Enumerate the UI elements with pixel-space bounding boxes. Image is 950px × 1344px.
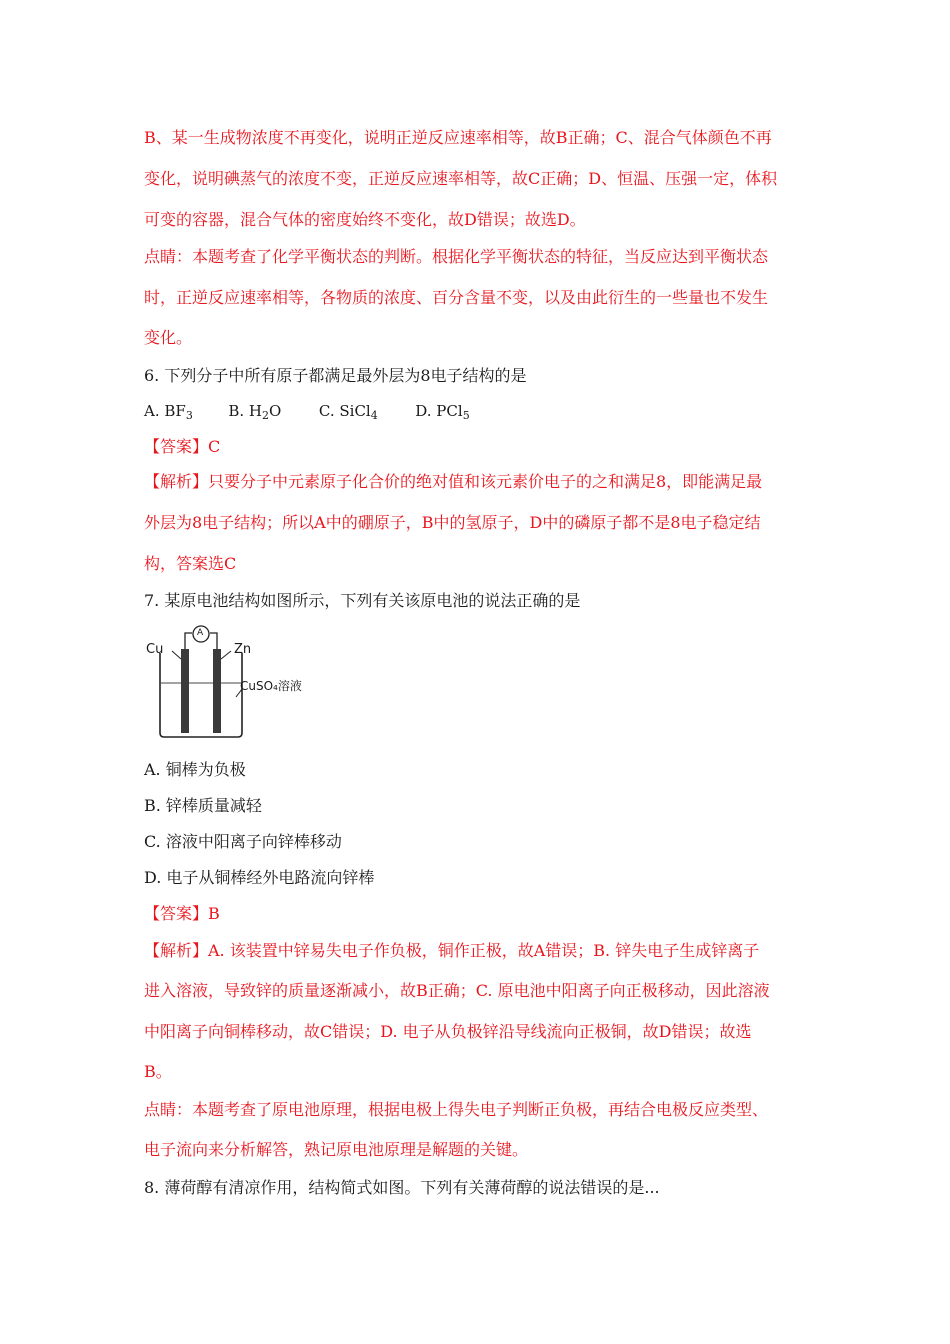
question-8-stem: 8. 薄荷醇有清凉作用，结构简式如图。下列有关薄荷醇的说法错误的是... <box>144 1178 660 1197</box>
question-7-comment-line-2: 电子流向来分析解答，熟记原电池原理是解题的关键。 <box>144 1140 529 1159</box>
question-6-analysis-line-2: 外层为8电子结构；所以A中的硼原子，B中的氢原子，D中的磷原子都不是8电子稳定结 <box>144 513 761 532</box>
question-7-comment-line-1: 点睛：本题考查了原电池原理，根据电极上得失电子判断正负极，再结合电极反应类型、 <box>144 1100 769 1119</box>
question-7-option-b: B. 锌棒质量减轻 <box>144 796 262 815</box>
figure-label-zn: Zn <box>234 642 252 657</box>
beaker-icon <box>160 653 242 737</box>
question-7-stem: 7. 某原电池结构如图所示，下列有关该原电池的说法正确的是 <box>144 591 581 610</box>
figure-label-cu: Cu <box>146 642 164 657</box>
question-7-option-a: A. 铜棒为负极 <box>144 760 246 779</box>
question-7-analysis-line-4: B。 <box>144 1062 172 1081</box>
prev-explanation-line-3: 可变的容器，混合气体的密度始终不变化，故D错误；故选D。 <box>144 210 586 229</box>
prev-comment-line-3: 变化。 <box>144 328 193 347</box>
question-6-analysis-line-1: 【解析】只要分子中元素原子化合价的绝对值和该元素价电子的之和满足8，即能满足最 <box>144 472 763 491</box>
question-7-analysis-line-2: 进入溶液，导致锌的质量逐渐减小，故B正确；C. 原电池中阳离子向正极移动，因此溶液 <box>144 981 770 1000</box>
copper-electrode-icon <box>181 649 189 733</box>
prev-explanation-line-2: 变化，说明碘蒸气的浓度不变，正逆反应速率相等，故C正确；D、恒温、压强一定，体积 <box>144 169 778 188</box>
q6-option-c: C. SiCl$_4$ <box>318 402 378 422</box>
question-6-stem: 6. 下列分子中所有原子都满足最外层为8电子结构的是 <box>144 366 527 385</box>
question-6-answer: 【答案】C <box>144 437 221 456</box>
q6-option-a: A. $BF_3$ <box>144 402 193 422</box>
figure-label-meter: A <box>197 628 204 638</box>
question-7-analysis-line-1: 【解析】A. 该装置中锌易失电子作负极，铜作正极，故A错误；B. 锌失电子生成锌离子 <box>144 941 760 960</box>
question-7-analysis-line-3: 中阳离子向铜棒移动，故C错误；D. 电子从负极锌沿导线流向正极铜，故D错误；故选 <box>144 1022 752 1041</box>
question-6-analysis-line-3: 构，答案选C <box>144 554 237 573</box>
q6-option-b: B. $H_2O$ <box>228 402 282 422</box>
question-7-answer: 【答案】B <box>144 904 220 923</box>
figure-label-solution: CuSO₄溶液 <box>240 679 302 693</box>
prev-comment-line-2: 时，正逆反应速率相等，各物质的浓度、百分含量不变，以及由此衍生的一些量也不发生 <box>144 288 769 307</box>
q6-option-d: D. PCl$_5$ <box>415 402 470 422</box>
zinc-electrode-icon <box>213 649 221 733</box>
question-7-option-d: D. 电子从铜棒经外电路流向锌棒 <box>144 868 375 887</box>
question-6-options <box>144 401 470 426</box>
question-7-option-c: C. 溶液中阳离子向锌棒移动 <box>144 832 342 851</box>
prev-comment-line-1: 点睛：本题考查了化学平衡状态的判断。根据化学平衡状态的特征，当反应达到平衡状态 <box>144 247 769 266</box>
galvanic-cell-figure <box>144 625 344 743</box>
prev-explanation-line-1: B、某一生成物浓度不再变化，说明正逆反应速率相等，故B正确；C、混合气体颜色不再 <box>144 128 772 147</box>
